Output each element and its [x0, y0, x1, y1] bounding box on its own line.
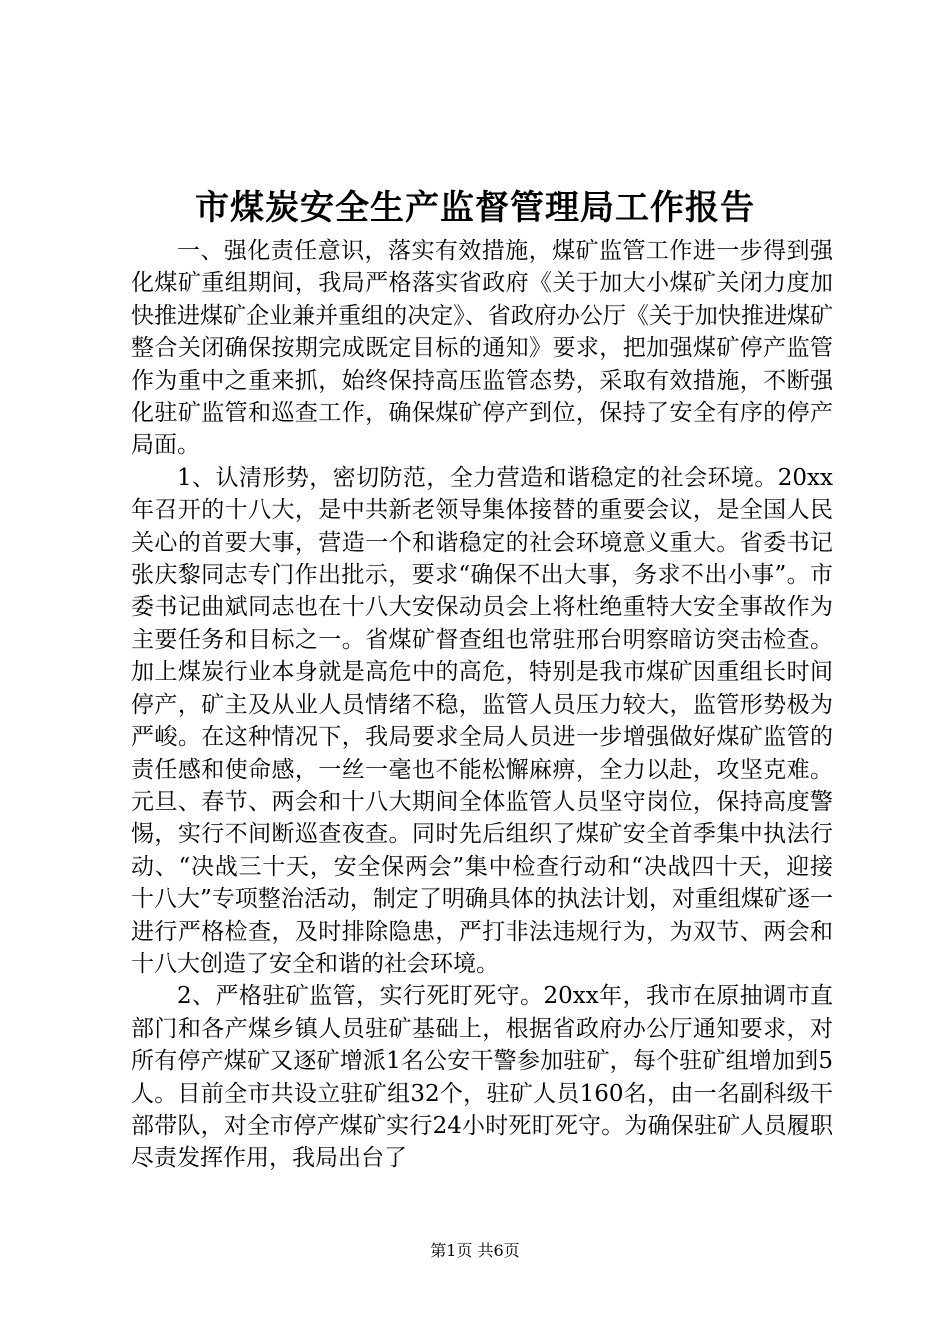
document-body: [131, 235, 833, 1175]
page-number-footer: 第1页 共6页: [430, 1241, 520, 1260]
paragraph-item-two: 2、严格驻矿监管，实行死盯死守。20xx年，我市在原抽调市直部门和各产煤乡镇人员驻矿基础上，根据省政府办公厅通知要求，对所有停产煤矿又逐矿增派1名公安干警参加驻矿，每个驻矿组增加到5人。目前全市共设立驻矿组32个，驻矿人员160名，由一名副科级干部带队，对全市停产煤矿实行24小时死盯死守。为确保驻矿人员履职尽责发挥作用，我局出台了: [131, 983, 833, 1172]
paragraph-section-one: 一、强化责任意识，落实有效措施，煤矿监管工作进一步得到强化煤矿重组期间，我局严格落实省政府《关于加大小煤矿关闭力度加快推进煤矿企业兼并重组的决定》、省政府办公厅《关于加快推进煤矿整合关闭确保按期完成既定目标的通知》要求，把加强煤矿停产监管作为重中之重来抓，始终保持高压监管态势，采取有效措施，不断强化驻矿监管和巡查工作，确保煤矿停产到位，保持了安全有序的停产局面。: [131, 238, 833, 459]
paragraph-item-one: 1、认清形势，密切防范，全力营造和谐稳定的社会环境。20xx年召开的十八大，是中共新老领导集体接替的重要会议，是全国人民关心的首要大事，营造一个和谐稳定的社会环境意义重大。省委书记张庆黎同志专门作出批示，要求“确保不出大事，务求不出小事”。市委书记曲斌同志也在十八大安保动员会上将杜绝重特大安全事故作为主要任务和目标之一。省煤矿督查组也常驻邢台明察暗访突击检查。加上煤炭行业本身就是高危中的高危，特别是我市煤矿因重组长时间停产，矿主及从业人员情绪不稳，监管人员压力较大，监管形势极为严峻。在这种情况下，我局要求全局人员进一步增强做好煤矿监管的责任感和使命感，一丝一毫也不能松懈麻痹，全力以赴，攻坚克难。元旦、春节、两会和十八大期间全体监管人员坚守岗位，保持高度警惕，实行不间断巡查夜查。同时先后组织了煤矿安全首季集中执法行动、“决战三十天，安全保两会”集中检查行动和“决战四十天，迎接十八大”专项整治活动，制定了明确具体的执法计划，对重组煤矿逐一进行严格检查，及时排除隐患，严打非法违规行为，为双节、两会和十八大创造了安全和谐的社会环境。: [131, 464, 833, 977]
document-title: 市煤炭安全生产监督管理局工作报告: [195, 188, 755, 228]
